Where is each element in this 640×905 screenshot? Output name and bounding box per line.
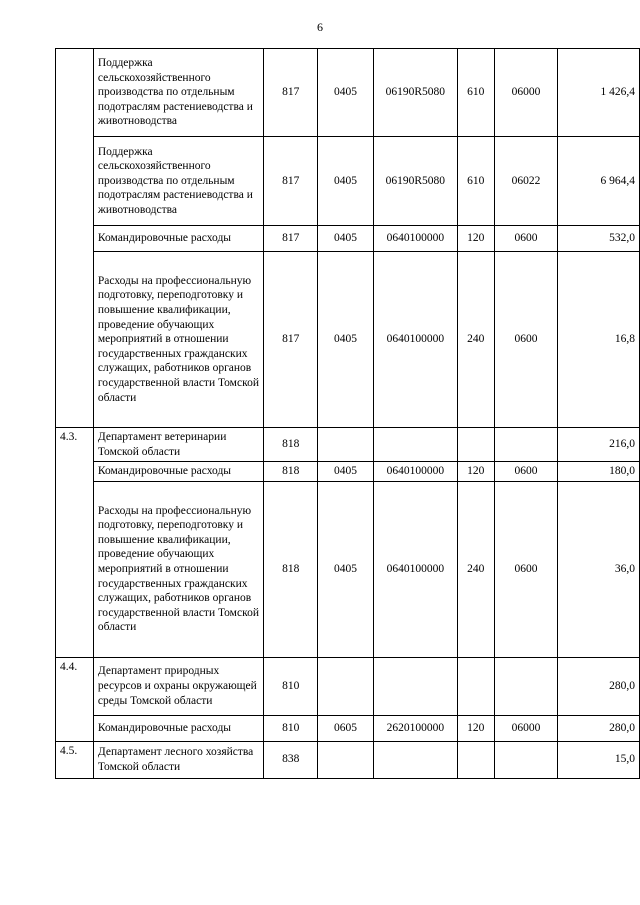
table-row: [56, 49, 640, 137]
row-number: 4.5.: [56, 741, 94, 778]
section-code: 0605: [318, 715, 374, 741]
grbs-code: 817: [264, 137, 318, 226]
expense-type-code: 120: [457, 226, 494, 252]
grbs-code: 817: [264, 226, 318, 252]
expense-type-code: 610: [457, 137, 494, 226]
row-number: [56, 137, 94, 226]
expense-type-code: 120: [457, 462, 494, 482]
kosgu-code: 06022: [494, 137, 558, 226]
table-row: [56, 462, 640, 482]
row-number: [56, 252, 94, 428]
target-code: 0640100000: [373, 462, 457, 482]
kosgu-code: 0600: [494, 226, 558, 252]
section-code: [318, 657, 374, 715]
table-row: [56, 252, 640, 428]
section-code: [318, 741, 374, 778]
section-code: 0405: [318, 137, 374, 226]
expense-name: Департамент ветеринарии Томской области: [93, 428, 264, 462]
table-row: [56, 137, 640, 226]
expense-name: Расходы на профессиональную подготовку, переподготовку и повышение квалификации, проведение обучающих мероприятий в отношении государственных гражданских служащих, работников органов государственной власти Томской области: [93, 481, 264, 657]
expense-type-code: 240: [457, 252, 494, 428]
target-code: 06190R5080: [373, 137, 457, 226]
expense-type-code: 120: [457, 715, 494, 741]
amount: 280,0: [558, 657, 640, 715]
amount: 16,8: [558, 252, 640, 428]
target-code: 0640100000: [373, 226, 457, 252]
section-code: [318, 428, 374, 462]
section-code: 0405: [318, 252, 374, 428]
section-code: 0405: [318, 481, 374, 657]
amount: 15,0: [558, 741, 640, 778]
expense-name: Командировочные расходы: [93, 226, 264, 252]
amount: 6 964,4: [558, 137, 640, 226]
grbs-code: 818: [264, 428, 318, 462]
table-row: [56, 226, 640, 252]
kosgu-code: 0600: [494, 481, 558, 657]
kosgu-code: 06000: [494, 715, 558, 741]
amount: 36,0: [558, 481, 640, 657]
expense-type-code: 610: [457, 49, 494, 137]
table-row: [56, 741, 640, 778]
row-number: 4.3.: [56, 428, 94, 462]
amount: 280,0: [558, 715, 640, 741]
expense-name: Командировочные расходы: [93, 715, 264, 741]
section-code: 0405: [318, 226, 374, 252]
expense-name: Департамент природных ресурсов и охраны окружающей среды Томской области: [93, 657, 264, 715]
amount: 180,0: [558, 462, 640, 482]
grbs-code: 810: [264, 657, 318, 715]
table-row: [56, 657, 640, 715]
row-number: [56, 715, 94, 741]
target-code: 0640100000: [373, 252, 457, 428]
row-number: [56, 481, 94, 657]
row-number: 4.4.: [56, 657, 94, 715]
amount: 1 426,4: [558, 49, 640, 137]
expense-type-code: [457, 741, 494, 778]
section-code: 0405: [318, 462, 374, 482]
grbs-code: 817: [264, 49, 318, 137]
target-code: 0640100000: [373, 481, 457, 657]
grbs-code: 810: [264, 715, 318, 741]
amount: 532,0: [558, 226, 640, 252]
table-row: [56, 715, 640, 741]
kosgu-code: [494, 741, 558, 778]
expense-name: Департамент лесного хозяйства Томской области: [93, 741, 264, 778]
target-code: 2620100000: [373, 715, 457, 741]
kosgu-code: 0600: [494, 252, 558, 428]
kosgu-code: 0600: [494, 462, 558, 482]
budget-table: [55, 48, 640, 779]
kosgu-code: 06000: [494, 49, 558, 137]
expense-name: Поддержка сельскохозяйственного производства по отдельным подотраслям растениеводства и животноводства: [93, 137, 264, 226]
page-number: 6: [317, 20, 323, 34]
target-code: [373, 428, 457, 462]
expense-type-code: [457, 657, 494, 715]
table-row: [56, 428, 640, 462]
expense-type-code: 240: [457, 481, 494, 657]
row-number: [56, 49, 94, 137]
kosgu-code: [494, 428, 558, 462]
expense-name: Командировочные расходы: [93, 462, 264, 482]
expense-name: Поддержка сельскохозяйственного производства по отдельным подотраслям растениеводства и животноводства: [93, 49, 264, 137]
target-code: 06190R5080: [373, 49, 457, 137]
row-number: [56, 462, 94, 482]
expense-type-code: [457, 428, 494, 462]
target-code: [373, 741, 457, 778]
kosgu-code: [494, 657, 558, 715]
expense-name: Расходы на профессиональную подготовку, переподготовку и повышение квалификации, проведение обучающих мероприятий в отношении государственных гражданских служащих, работников органов государственной власти Томской области: [93, 252, 264, 428]
grbs-code: 838: [264, 741, 318, 778]
grbs-code: 818: [264, 481, 318, 657]
row-number: [56, 226, 94, 252]
grbs-code: 818: [264, 462, 318, 482]
grbs-code: 817: [264, 252, 318, 428]
table-row: [56, 481, 640, 657]
section-code: 0405: [318, 49, 374, 137]
target-code: [373, 657, 457, 715]
amount: 216,0: [558, 428, 640, 462]
